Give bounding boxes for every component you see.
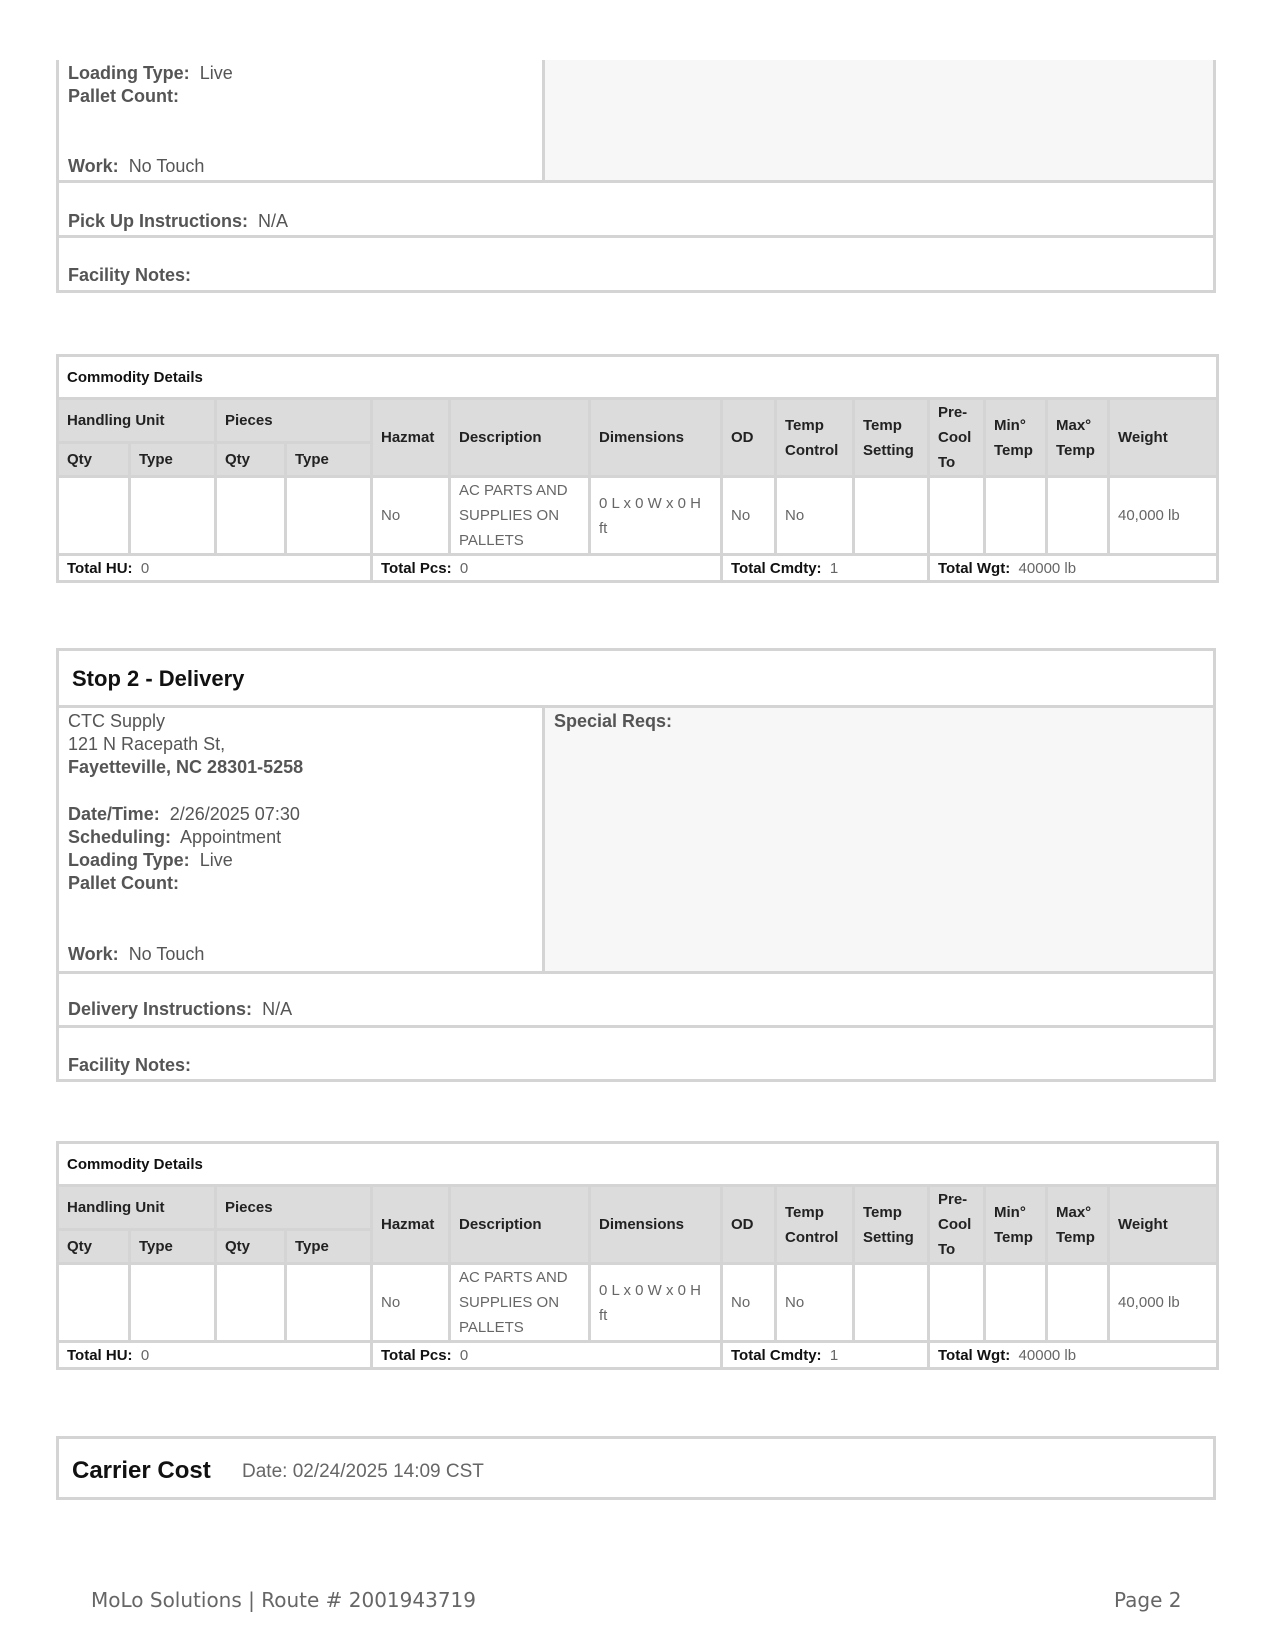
scheduling-line: Scheduling: Appointment	[68, 827, 282, 847]
facility-notes-line: Facility Notes:	[68, 1055, 192, 1075]
total-cmdty: Total Cmdty: 1	[722, 1342, 929, 1369]
od-header: OD	[722, 399, 776, 477]
temp-setting-cell	[854, 477, 929, 555]
stop2-street: 121 N Racepath St,	[68, 734, 226, 754]
special-reqs-label: Special Reqs:	[554, 711, 673, 731]
dimensions-cell: 0 L x 0 W x 0 H ft	[590, 477, 722, 555]
stop1-details-box	[56, 60, 1216, 293]
stop2-title: Stop 2 - Delivery	[72, 666, 245, 691]
carrier-cost-title: Carrier Cost	[72, 1457, 211, 1484]
weight-header: Weight	[1109, 399, 1218, 477]
temp-setting-cell	[854, 1264, 929, 1342]
loading-type-line: Loading Type: Live	[68, 850, 233, 870]
total-pcs: Total Pcs: 0	[372, 1342, 722, 1369]
description-header: Description	[450, 399, 590, 477]
totals-row	[58, 555, 1218, 582]
commodity-details-title: Commodity Details	[58, 356, 1218, 399]
weight-cell: 40,000 lb	[1109, 477, 1218, 555]
work-line: Work: No Touch	[68, 944, 205, 964]
dimensions-cell: 0 L x 0 W x 0 H ft	[590, 1264, 722, 1342]
pallet-count-line: Pallet Count:	[68, 873, 179, 893]
dimensions-header: Dimensions	[590, 399, 722, 477]
special-reqs-panel	[545, 708, 1213, 971]
hu-qty-cell	[58, 1264, 130, 1342]
commodity-details-title: Commodity Details	[58, 1143, 1218, 1186]
hazmat-header: Hazmat	[372, 1186, 450, 1264]
description-cell: AC PARTS AND SUPPLIES ON PALLETS	[450, 1264, 590, 1342]
loading-type-line: Loading Type: Live	[68, 63, 233, 83]
footer-page-number: Page 2	[1114, 1588, 1182, 1612]
hu-qty-header: Qty	[58, 443, 130, 477]
temp-control-header: Temp Control	[776, 1186, 854, 1264]
max-temp-cell	[1047, 1264, 1109, 1342]
hazmat-header: Hazmat	[372, 399, 450, 477]
datetime-line: Date/Time: 2/26/2025 07:30	[68, 804, 300, 824]
total-wgt: Total Wgt: 40000 lb	[929, 555, 1218, 582]
min-temp-header: Min° Temp	[985, 1186, 1047, 1264]
description-header: Description	[450, 1186, 590, 1264]
pieces-header: Pieces	[216, 399, 372, 443]
pcs-qty-cell	[216, 1264, 286, 1342]
total-hu: Total HU: 0	[58, 555, 372, 582]
total-pcs: Total Pcs: 0	[372, 555, 722, 582]
hu-type-cell	[130, 1264, 216, 1342]
stop1-special-panel	[545, 60, 1213, 180]
pcs-qty-header: Qty	[216, 1230, 286, 1264]
min-temp-header: Min° Temp	[985, 399, 1047, 477]
hu-type-cell	[130, 477, 216, 555]
divider	[59, 235, 1213, 238]
max-temp-cell	[1047, 477, 1109, 555]
handling-unit-header: Handling Unit	[58, 399, 216, 443]
stop2-box	[56, 648, 1216, 1082]
hu-qty-header: Qty	[58, 1230, 130, 1264]
carrier-cost-date: Date: 02/24/2025 14:09 CST	[242, 1461, 484, 1482]
temp-control-cell: No	[776, 477, 854, 555]
table-row	[58, 477, 1218, 555]
hu-qty-cell	[58, 477, 130, 555]
stop2-header	[59, 651, 1213, 708]
stop2-address-panel	[59, 708, 545, 971]
stop2-city-state-zip: Fayetteville, NC 28301-5258	[68, 757, 304, 777]
divider	[59, 180, 1213, 183]
stop2-name: CTC Supply	[68, 711, 166, 731]
weight-header: Weight	[1109, 1186, 1218, 1264]
hu-type-header: Type	[130, 1230, 216, 1264]
od-header: OD	[722, 1186, 776, 1264]
work-line: Work: No Touch	[68, 156, 205, 176]
total-hu: Total HU: 0	[58, 1342, 372, 1369]
hu-type-header: Type	[130, 443, 216, 477]
totals-row	[58, 1342, 1218, 1369]
divider	[59, 971, 1213, 974]
commodity-details-table-1	[56, 354, 1216, 583]
handling-unit-header: Handling Unit	[58, 1186, 216, 1230]
pre-cool-to-cell	[929, 1264, 985, 1342]
min-temp-cell	[985, 1264, 1047, 1342]
pcs-type-header: Type	[286, 1230, 372, 1264]
temp-setting-header: Temp Setting	[854, 399, 929, 477]
pieces-header: Pieces	[216, 1186, 372, 1230]
od-cell: No	[722, 1264, 776, 1342]
pre-cool-to-cell	[929, 477, 985, 555]
pcs-type-header: Type	[286, 443, 372, 477]
facility-notes-line: Facility Notes:	[68, 265, 192, 285]
temp-control-cell: No	[776, 1264, 854, 1342]
pickup-instructions-line: Pick Up Instructions: N/A	[68, 211, 289, 231]
temp-setting-header: Temp Setting	[854, 1186, 929, 1264]
description-cell: AC PARTS AND SUPPLIES ON PALLETS	[450, 477, 590, 555]
carrier-cost-box	[56, 1436, 1216, 1500]
delivery-instructions-line: Delivery Instructions: N/A	[68, 999, 293, 1019]
min-temp-cell	[985, 477, 1047, 555]
max-temp-header: Max° Temp	[1047, 1186, 1109, 1264]
divider	[59, 1025, 1213, 1028]
pcs-type-cell	[286, 477, 372, 555]
commodity-details-table-2	[56, 1141, 1216, 1370]
weight-cell: 40,000 lb	[1109, 1264, 1218, 1342]
pcs-type-cell	[286, 1264, 372, 1342]
od-cell: No	[722, 477, 776, 555]
total-wgt: Total Wgt: 40000 lb	[929, 1342, 1218, 1369]
hazmat-cell: No	[372, 1264, 450, 1342]
pallet-count-line: Pallet Count:	[68, 86, 179, 106]
max-temp-header: Max° Temp	[1047, 399, 1109, 477]
temp-control-header: Temp Control	[776, 399, 854, 477]
total-cmdty: Total Cmdty: 1	[722, 555, 929, 582]
footer-route: MoLo Solutions | Route # 2001943719	[91, 1588, 476, 1612]
table-row	[58, 1264, 1218, 1342]
pcs-qty-header: Qty	[216, 443, 286, 477]
pcs-qty-cell	[216, 477, 286, 555]
stop1-left-panel	[59, 60, 545, 180]
pre-cool-to-header: Pre-Cool To	[929, 1186, 985, 1264]
hazmat-cell: No	[372, 477, 450, 555]
pre-cool-to-header: Pre-Cool To	[929, 399, 985, 477]
dimensions-header: Dimensions	[590, 1186, 722, 1264]
